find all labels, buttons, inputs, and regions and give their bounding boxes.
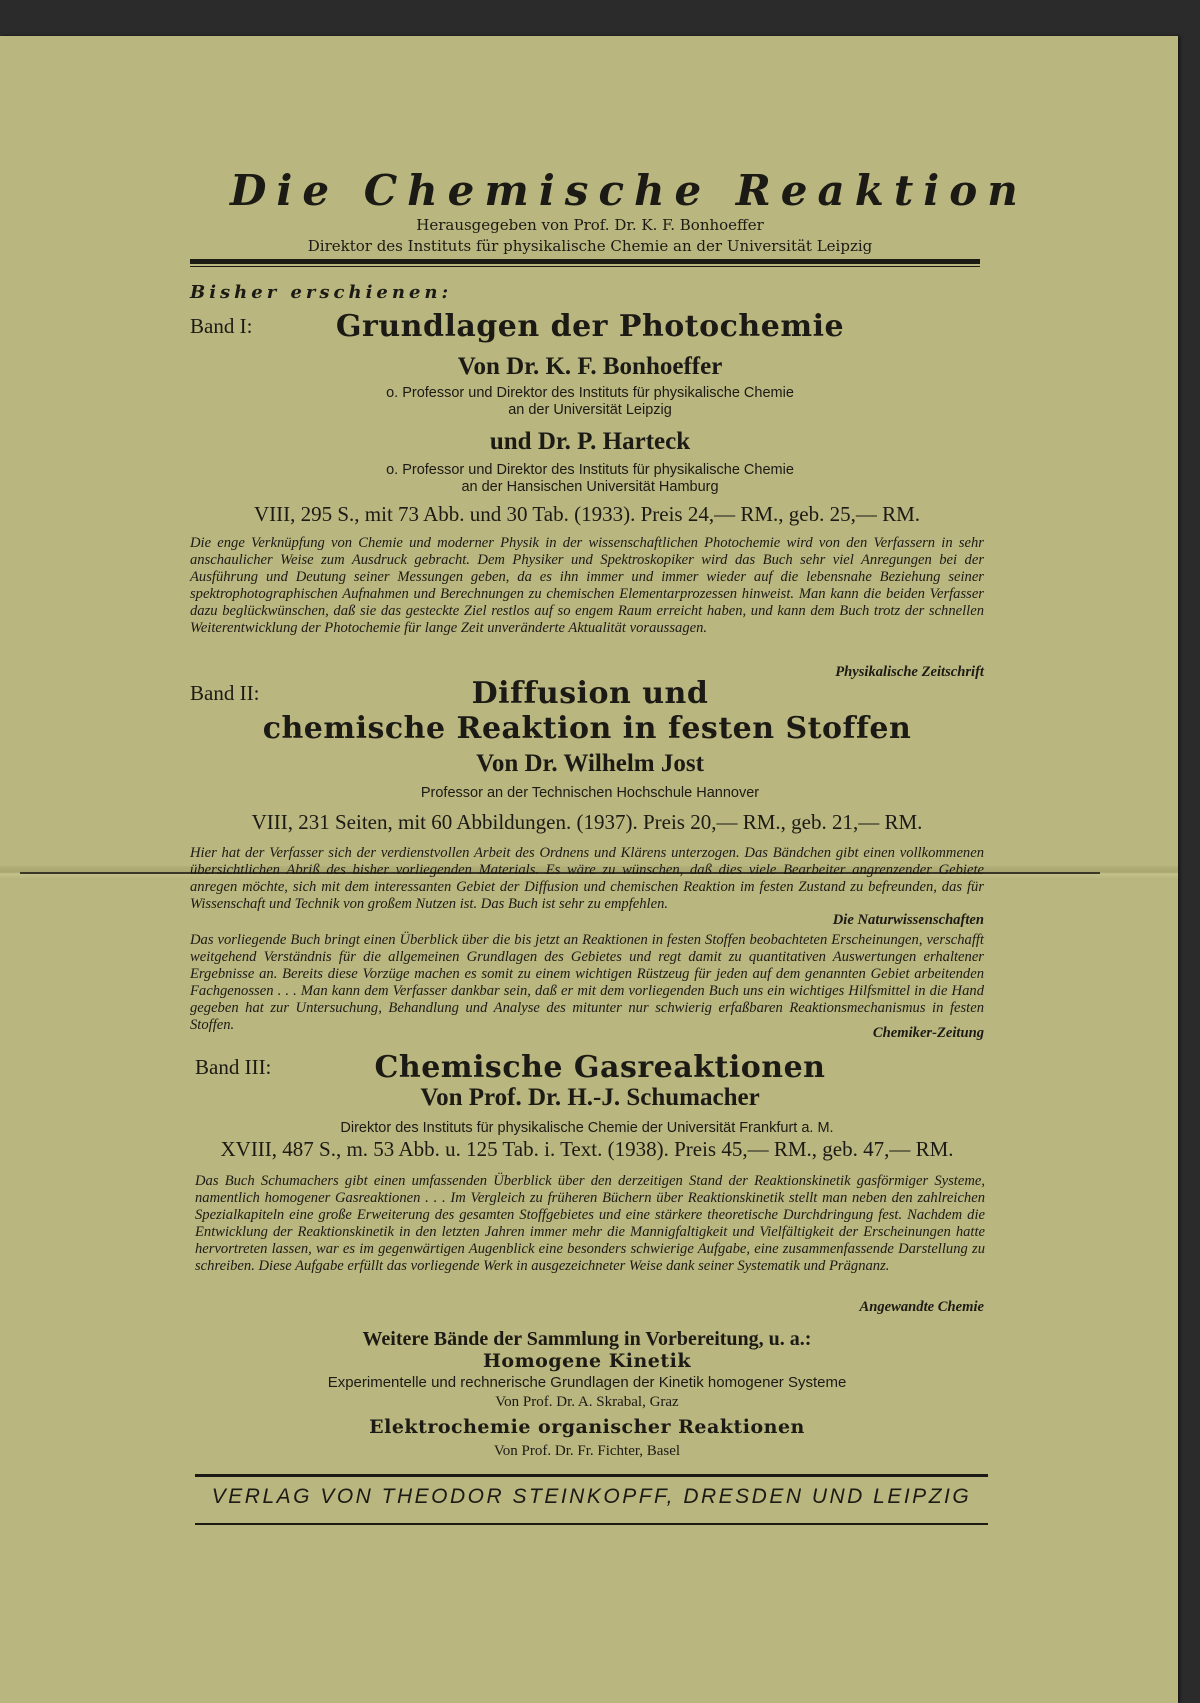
affiliation-line: o. Professor und Direktor des Instituts für physikalische Chemie bbox=[386, 462, 794, 478]
affiliation-line: an der Universität Leipzig bbox=[508, 402, 672, 418]
further-volume-1-author: Von Prof. Dr. A. Skrabal, Graz bbox=[495, 1394, 679, 1410]
band-1-author-2: und Dr. P. Harteck bbox=[489, 428, 691, 455]
band-2-label: Band II: bbox=[190, 681, 260, 705]
band-3-review-source: Angewandte Chemie bbox=[859, 1299, 984, 1315]
affiliation-line: Direktor des Instituts für physikalische Chemie der Universität Frankfurt a. M. bbox=[340, 1120, 834, 1136]
band-2-review-2-source: Chemiker-Zeitung bbox=[872, 1025, 984, 1041]
band-1-author-2-affiliation bbox=[290, 462, 890, 496]
band-2-author-affiliation bbox=[290, 785, 890, 802]
band-3-author: Von Prof. Dr. H.-J. Schumacher bbox=[420, 1084, 760, 1111]
band-2-title-line-1: Diffusion und bbox=[471, 676, 709, 711]
affiliation-line: Professor an der Technischen Hochschule Hannover bbox=[420, 785, 760, 801]
band-2-bibliographic-info: VIII, 231 Seiten, mit 60 Abbildungen. (1937). Preis 20,— RM., geb. 21,— RM. bbox=[251, 810, 923, 834]
footer-rule-bottom bbox=[195, 1523, 988, 1525]
further-volume-1-description: Experimentelle und rechnerische Grundlagen der Kinetik homogener Systeme bbox=[327, 1374, 847, 1391]
published-label: Bisher erschienen: bbox=[190, 282, 453, 303]
affiliation-line: an der Hansischen Universität Hamburg bbox=[461, 479, 719, 495]
further-volume-2-author: Von Prof. Dr. Fr. Fichter, Basel bbox=[493, 1443, 681, 1459]
further-volume-2-title: Elektrochemie organischer Reaktionen bbox=[369, 1416, 805, 1438]
affiliation-line: o. Professor und Direktor des Instituts für physikalische Chemie bbox=[386, 385, 794, 401]
editor-line-1: Herausgegeben von Prof. Dr. K. F. Bonhoeffer bbox=[416, 216, 764, 234]
band-1-author-1: Von Dr. K. F. Bonhoeffer bbox=[457, 353, 723, 380]
band-1-review-source: Physikalische Zeitschrift bbox=[835, 664, 984, 680]
band-1-title: Grundlagen der Photochemie bbox=[335, 309, 845, 344]
band-3-title: Chemische Gasreaktionen bbox=[374, 1050, 826, 1085]
band-1-bibliographic-info: VIII, 295 S., mit 73 Abb. und 30 Tab. (1933). Preis 24,— RM., geb. 25,— RM. bbox=[253, 502, 921, 526]
series-title: Die Chemische Reaktion bbox=[230, 166, 1028, 215]
publisher-imprint: VERLAG VON THEODOR STEINKOPFF, DRESDEN UND LEIPZIG bbox=[211, 1485, 972, 1508]
band-3-bibliographic-info: XVIII, 487 S., m. 53 Abb. u. 125 Tab. i. Text. (1938). Preis 45,— RM., geb. 47,— RM. bbox=[220, 1137, 954, 1161]
band-1-author-1-affiliation bbox=[290, 385, 890, 419]
band-2-review-2: Das vorliegende Buch bringt einen Überblick über die bis jetzt an Reaktionen in festen Stoffen beobachteten Erscheinungen, verschafft weitgehend Verständnis für die allgemeinen Grundlagen des Gebietes und regt damit zu quantitativen Auswertungen erhaltener Ergebnisse an. Bereits diese Vorzüge machen es somit zu einem wichtigen Rüstzeug für jeden auf dem genannten Gebiet arbeitenden Fachgenossen . . . Man kann dem Verfasser dankbar sein, daß er mit dem vorliegenden Buch uns ein wichtiges Hilfsmittel in die Hand gegeben hat zur Untersuchung, Behandlung und Analyse des mitunter nur schwierig erfaßbaren Reaktionsmechanismus in festen Stoffen. bbox=[190, 932, 984, 1033]
band-3-review: Das Buch Schumachers gibt einen umfassenden Überblick über den derzeitigen Stand der Reaktionskinetik gasförmiger Systeme, namentlich homogener Gasreaktionen . . . Im Vergleich zu früheren Büchern über Reaktionskinetik stellt man neben den zahlreichen Spezialkapiteln eine große Erweiterung des gesamten Stoffgebietes und eine stärkere theoretische Durchdringung fest. Nachdem die Entwicklung der Reaktionskinetik in den letzten Jahren immer mehr die Mannigfaltigkeit und Vielfältigkeit der Erscheinungen hatte hervortreten lassen, war es im gegenwärtigen Augenblick eine besonders schwierige Aufgabe, eine zusammenfassende Darstellung zu schreiben. Diese Aufgabe erfüllt das vorliegende Werk in ausgezeichneter Weise dank seiner Systematik und Prägnanz. bbox=[195, 1173, 985, 1274]
band-2-review-1-source: Die Naturwissenschaften bbox=[832, 912, 984, 928]
further-volume-1-title: Homogene Kinetik bbox=[482, 1350, 692, 1372]
band-1-label: Band I: bbox=[190, 314, 253, 338]
band-3-label: Band III: bbox=[195, 1055, 272, 1079]
band-1-review: Die enge Verknüpfung von Chemie und moderner Physik in der wissenschaftlichen Photochemie wird von den Verfassern in sehr anschaulicher Weise zum Ausdruck gebracht. Dem Physiker und Spektroskopiker wird das Buch sehr viel Anregungen bei der Ausführung und Deutung seiner Messungen geben, da es ihn immer und immer wieder auf die lebensnahe Beziehung seiner spektrophotographischen Aufnahmen und Berechnungen zu chemischen Elementarprozessen hinweist. Man kann die beiden Verfasser dazu beglückwünschen, daß sie das gesteckte Ziel restlos auf so engem Raum erreicht haben, und kann dem Buch trotz der schnellen Weiterentwicklung der Photochemie für lange Zeit unveränderte Aktualität voraussagen. bbox=[190, 535, 984, 636]
band-3-author-affiliation bbox=[190, 1120, 984, 1137]
further-volumes-heading: Weitere Bände der Sammlung in Vorbereitung, u. a.: bbox=[362, 1328, 812, 1350]
editor-line-2: Direktor des Instituts für physikalische Chemie an der Universität Leipzig bbox=[307, 237, 873, 255]
band-2-author: Von Dr. Wilhelm Jost bbox=[476, 750, 704, 777]
band-2-title-line-2: chemische Reaktion in festen Stoffen bbox=[262, 711, 912, 746]
footer-rule-top bbox=[195, 1474, 988, 1477]
header-rule-thin bbox=[190, 266, 980, 267]
header-rule bbox=[190, 259, 980, 264]
band-2-review-1: Hier hat der Verfasser sich der verdienstvollen Arbeit des Ordnens und Klärens unterzogen. Das Bändchen gibt einen vollkommenen übersichtlichen Abriß des bisher vorliegenden Materials. Es wäre zu wünschen, daß dies viele Bearbeiter angrenzender Gebiete anregen möchte, sich mit dem interessanten Gebiet der Diffusion und chemischen Reaktion im festen Zustand zu befreunden, das für Wissenschaft und Technik von großem Nutzen ist. Das Buch ist sehr zu empfehlen. bbox=[190, 845, 984, 912]
